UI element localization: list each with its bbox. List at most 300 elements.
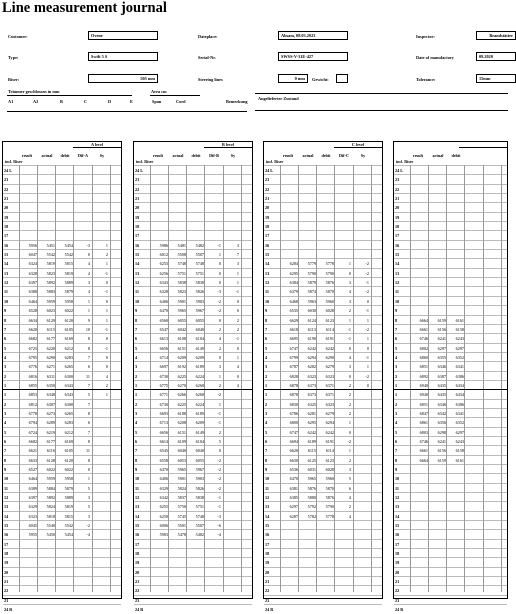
cell-value[interactable]: 1 xyxy=(236,270,239,276)
cell-value[interactable]: 6109 xyxy=(177,438,186,444)
cell-value[interactable]: 6242 xyxy=(325,429,334,435)
cell-value[interactable]: 0 xyxy=(218,261,221,267)
cell-value[interactable]: 1 xyxy=(218,252,221,258)
cell-value[interactable]: 6778 xyxy=(28,410,37,416)
cell-value[interactable]: 5748 xyxy=(195,513,204,519)
cell-value[interactable]: -2 xyxy=(217,298,221,304)
cell-value[interactable]: 6104 xyxy=(195,336,204,342)
cell-value[interactable]: 0 xyxy=(105,280,108,286)
manufactory-field[interactable]: 09.2020 xyxy=(476,52,516,61)
riser-field[interactable]: 505 mm xyxy=(88,74,158,83)
cell-value[interactable]: 6191 xyxy=(325,438,334,444)
cell-value[interactable]: 5876 xyxy=(325,280,334,286)
cell-value[interactable]: 6224 xyxy=(195,401,204,407)
cell-value[interactable]: 5826 xyxy=(195,485,204,491)
cell-value[interactable]: 6386 xyxy=(455,401,464,407)
cell-value[interactable]: 6300 xyxy=(64,373,73,379)
cell-value[interactable]: 6242 xyxy=(307,345,316,351)
cell-value[interactable]: 6323 xyxy=(307,373,316,379)
cell-value[interactable]: 6120 xyxy=(64,317,73,323)
cell-value[interactable]: 6527 xyxy=(28,467,37,472)
cell-value[interactable]: 5745 xyxy=(177,513,186,519)
cell-value[interactable]: 6794 xyxy=(28,420,37,426)
cell-value[interactable]: 6055 xyxy=(195,457,204,463)
cell-value[interactable]: 5819 xyxy=(64,504,73,510)
cell-value[interactable]: 6250 xyxy=(159,513,168,519)
cell-value[interactable]: 6434 xyxy=(455,392,464,398)
cell-value[interactable]: 6697 xyxy=(159,364,168,370)
cell-value[interactable]: 5790 xyxy=(307,270,316,276)
cell-value[interactable]: 6159 xyxy=(437,317,446,323)
cell-value[interactable]: 6323 xyxy=(325,373,334,379)
cell-value[interactable]: 4 xyxy=(87,289,90,295)
cell-value[interactable]: 6324 xyxy=(28,261,37,267)
cell-value[interactable]: 6212 xyxy=(64,345,73,351)
cell-value[interactable]: 6190 xyxy=(307,336,316,342)
cell-value[interactable]: 6371 xyxy=(325,392,334,398)
cell-value[interactable]: 6045 xyxy=(28,523,37,529)
cell-value[interactable]: 6129 xyxy=(46,317,55,323)
cell-value[interactable]: 0 xyxy=(236,345,239,351)
cell-value[interactable]: 6253 xyxy=(159,261,168,267)
cell-value[interactable]: 5965 xyxy=(307,476,316,482)
cell-value[interactable]: 6629 xyxy=(289,317,298,323)
cell-value[interactable]: 6270 xyxy=(177,382,186,388)
cell-value[interactable]: 5540 xyxy=(46,523,55,529)
cell-value[interactable]: 6294 xyxy=(325,420,334,426)
cell-value[interactable]: 6255 xyxy=(159,504,168,510)
cell-value[interactable]: 3 xyxy=(348,467,351,472)
cell-value[interactable]: 3 xyxy=(87,280,90,286)
cell-value[interactable]: 6547 xyxy=(159,326,168,332)
cell-value[interactable]: 4 xyxy=(105,373,108,379)
cell-value[interactable]: 6241 xyxy=(437,438,446,444)
cell-value[interactable]: 6 xyxy=(348,485,351,491)
cell-value[interactable]: 6379 xyxy=(289,289,298,295)
cell-value[interactable]: -1 xyxy=(235,336,239,342)
cell-value[interactable]: 6120 xyxy=(64,457,73,463)
cell-value[interactable]: 1 xyxy=(105,392,108,398)
cell-value[interactable]: 6746 xyxy=(419,438,428,444)
cell-value[interactable]: 1 xyxy=(218,373,221,379)
cell-value[interactable]: 6123 xyxy=(325,457,334,463)
cell-value[interactable]: 6352 xyxy=(455,354,464,360)
cell-value[interactable]: 6022 xyxy=(64,308,73,314)
cell-value[interactable]: 6468 xyxy=(289,298,298,304)
cell-value[interactable]: 6028 xyxy=(325,308,334,314)
cell-value[interactable]: 5823 xyxy=(46,270,55,276)
cell-value[interactable]: 5748 xyxy=(195,261,204,267)
cell-value[interactable]: 6220 xyxy=(46,345,55,351)
cell-value[interactable]: 6725 xyxy=(28,345,37,351)
cell-value[interactable]: 3 xyxy=(87,495,90,501)
cell-value[interactable]: 5959 xyxy=(46,298,55,304)
cell-value[interactable]: 3 xyxy=(87,513,90,519)
cell-value[interactable]: 6830 xyxy=(289,401,298,407)
cell-value[interactable]: 6040 xyxy=(195,326,204,332)
cell-value[interactable]: 6297 xyxy=(455,429,464,435)
cell-value[interactable]: 0 xyxy=(236,298,239,304)
cell-value[interactable]: 6271 xyxy=(46,364,55,370)
cell-value[interactable]: 5542 xyxy=(46,252,55,258)
cell-value[interactable]: -3 xyxy=(86,242,90,248)
dateplace-field[interactable]: Absam, 08.03.2023 xyxy=(278,31,348,40)
cell-value[interactable]: 5903 xyxy=(195,298,204,304)
cell-value[interactable]: 6775 xyxy=(159,382,168,388)
cell-value[interactable]: 5959 xyxy=(46,476,55,482)
cell-value[interactable]: 5903 xyxy=(195,476,204,482)
cell-value[interactable]: 5883 xyxy=(46,289,55,295)
cell-value[interactable]: 6208 xyxy=(177,420,186,426)
cell-value[interactable]: 4 xyxy=(87,261,90,267)
cell-value[interactable]: -2 xyxy=(365,326,369,332)
cell-value[interactable]: 6116 xyxy=(46,448,55,454)
cell-value[interactable]: 5876 xyxy=(307,485,316,491)
cell-value[interactable]: -1 xyxy=(104,345,108,351)
cell-value[interactable]: 6040 xyxy=(195,448,204,454)
cell-value[interactable]: -2 xyxy=(86,523,90,529)
cell-value[interactable]: -6 xyxy=(217,523,221,529)
cell-value[interactable]: 6558 xyxy=(159,457,168,463)
cell-value[interactable]: 6287 xyxy=(289,513,298,519)
inspector-field[interactable]: Brandstätter xyxy=(476,31,516,40)
cell-value[interactable]: 0 xyxy=(366,298,369,304)
cell-value[interactable]: 6 xyxy=(87,420,90,426)
cell-value[interactable]: -1 xyxy=(217,420,221,426)
cell-value[interactable]: 6355 xyxy=(437,354,446,360)
cell-value[interactable]: 0 xyxy=(218,354,221,360)
cell-value[interactable]: 5481 xyxy=(177,242,186,248)
cell-value[interactable]: 5 xyxy=(218,438,221,444)
cell-value[interactable]: 5790 xyxy=(325,270,334,276)
cell-value[interactable]: 0 xyxy=(105,354,108,360)
cell-value[interactable]: 6388 xyxy=(28,289,37,295)
cell-value[interactable]: 6323 xyxy=(325,401,334,407)
cell-value[interactable]: -1 xyxy=(104,270,108,276)
cell-value[interactable]: 6387 xyxy=(437,373,446,379)
cell-value[interactable]: 1 xyxy=(366,317,369,323)
cell-value[interactable]: 6124 xyxy=(307,317,316,323)
cell-value[interactable]: 5901 xyxy=(177,476,186,482)
cell-value[interactable]: 6284 xyxy=(289,261,298,267)
cell-value[interactable]: 2 xyxy=(236,317,239,323)
cell-value[interactable]: 5750 xyxy=(177,504,186,510)
cell-value[interactable]: 6795 xyxy=(28,354,37,360)
cell-value[interactable]: 0 xyxy=(236,308,239,314)
cell-value[interactable]: 7 xyxy=(236,252,239,258)
cell-value[interactable]: 8 xyxy=(87,345,90,351)
cell-value[interactable]: 6295 xyxy=(307,420,316,426)
cell-value[interactable]: 0 xyxy=(105,336,108,342)
cell-value[interactable]: 5838 xyxy=(195,495,204,501)
cell-value[interactable]: 6630 xyxy=(289,457,298,463)
cell-value[interactable]: 5818 xyxy=(46,513,55,519)
cell-value[interactable]: 1 xyxy=(236,280,239,286)
cell-value[interactable]: 5501 xyxy=(177,523,186,529)
customer-field[interactable]: Ovene xyxy=(88,31,158,40)
cell-value[interactable]: 6389 xyxy=(28,485,37,491)
cell-value[interactable]: -2 xyxy=(365,373,369,379)
cell-value[interactable]: 5819 xyxy=(46,261,55,267)
cell-value[interactable]: 0 xyxy=(105,364,108,370)
cell-value[interactable]: 6297 xyxy=(289,504,298,510)
cell-value[interactable]: 5451 xyxy=(46,242,55,248)
cell-value[interactable]: 5958 xyxy=(64,298,73,304)
cell-value[interactable]: 5751 xyxy=(195,504,204,510)
cell-value[interactable]: 6307 xyxy=(46,401,55,407)
cell-value[interactable]: 8 xyxy=(87,457,90,463)
cell-value[interactable]: 6802 xyxy=(419,345,428,351)
cell-value[interactable]: -2 xyxy=(347,438,351,444)
cell-value[interactable]: 0 xyxy=(348,270,351,276)
cell-value[interactable]: 6189 xyxy=(307,438,316,444)
cell-value[interactable]: 6633 xyxy=(28,457,37,463)
cell-value[interactable]: 5880 xyxy=(307,495,316,501)
cell-value[interactable]: 6892 xyxy=(419,373,428,379)
cell-value[interactable]: -4 xyxy=(217,532,221,538)
cell-value[interactable]: -2 xyxy=(217,467,221,472)
cell-value[interactable]: 6343 xyxy=(159,280,168,286)
cell-value[interactable]: 6878 xyxy=(289,382,298,388)
cell-value[interactable]: 6470 xyxy=(289,476,298,482)
cell-value[interactable]: 7 xyxy=(87,401,90,407)
cell-value[interactable]: 5782 xyxy=(307,513,316,519)
cell-value[interactable]: 6149 xyxy=(195,345,204,351)
cell-value[interactable]: 1 xyxy=(105,308,108,314)
cell-value[interactable]: 6055 xyxy=(195,317,204,323)
cell-value[interactable]: 6191 xyxy=(325,336,334,342)
cell-value[interactable]: 5967 xyxy=(195,467,204,472)
cell-value[interactable]: 5450 xyxy=(46,532,55,538)
cell-value[interactable]: 5965 xyxy=(177,308,186,314)
cell-value[interactable]: 2 xyxy=(105,252,108,258)
cell-value[interactable]: 6298 xyxy=(437,429,446,435)
cell-value[interactable]: -3 xyxy=(217,513,221,519)
cell-value[interactable]: -2 xyxy=(217,392,221,398)
cell-value[interactable]: 6282 xyxy=(307,364,316,370)
cell-value[interactable]: 4 xyxy=(348,495,351,501)
cell-value[interactable]: 6224 xyxy=(195,373,204,379)
cell-value[interactable]: 1 xyxy=(348,261,351,267)
cell-value[interactable]: 5507 xyxy=(195,523,204,529)
cell-value[interactable]: 4 xyxy=(218,336,221,342)
cell-value[interactable]: 6189 xyxy=(195,410,204,416)
cell-value[interactable]: 6694 xyxy=(289,438,298,444)
cell-value[interactable]: 6115 xyxy=(307,448,316,454)
cell-value[interactable]: 0 xyxy=(366,382,369,388)
cell-value[interactable]: 6664 xyxy=(419,317,428,323)
cell-value[interactable]: -1 xyxy=(104,289,108,295)
cell-value[interactable]: 6114 xyxy=(325,448,334,454)
cell-value[interactable]: 6279 xyxy=(325,364,334,370)
cell-value[interactable]: 5482 xyxy=(195,532,204,538)
cell-value[interactable]: 3 xyxy=(218,364,221,370)
cell-value[interactable]: 5986 xyxy=(159,242,168,248)
cell-value[interactable]: -1 xyxy=(217,495,221,501)
cell-value[interactable]: 3 xyxy=(236,261,239,267)
cell-value[interactable]: 6464 xyxy=(28,476,37,482)
cell-value[interactable]: 6656 xyxy=(159,429,168,435)
cell-value[interactable]: 5778 xyxy=(325,513,334,519)
cell-value[interactable]: 1 xyxy=(105,317,108,323)
cell-value[interactable]: 4 xyxy=(236,364,239,370)
cell-value[interactable]: 0 xyxy=(218,317,221,323)
cell-value[interactable]: -4 xyxy=(86,532,90,538)
cell-value[interactable]: 6265 xyxy=(64,364,73,370)
cell-value[interactable]: 5879 xyxy=(64,289,73,295)
cell-value[interactable]: 6023 xyxy=(46,308,55,314)
cell-value[interactable]: 6878 xyxy=(289,392,298,398)
cell-value[interactable]: 6128 xyxy=(46,457,55,463)
cell-value[interactable]: 6328 xyxy=(159,289,168,295)
cell-value[interactable]: 2 xyxy=(348,308,351,314)
cell-value[interactable]: 6169 xyxy=(64,336,73,342)
cell-value[interactable]: 6348 xyxy=(46,392,55,398)
cell-value[interactable]: 5892 xyxy=(46,495,55,501)
cell-value[interactable]: 6352 xyxy=(455,420,464,426)
cell-value[interactable]: 6149 xyxy=(195,429,204,435)
cell-value[interactable]: 6851 xyxy=(419,364,428,370)
cell-value[interactable]: 6730 xyxy=(159,373,168,379)
cell-value[interactable]: 6158 xyxy=(455,448,464,454)
cell-value[interactable]: 5838 xyxy=(177,280,186,286)
cell-value[interactable]: 0 xyxy=(87,252,90,258)
cell-value[interactable]: 6123 xyxy=(325,317,334,323)
cell-value[interactable]: 10 xyxy=(85,326,90,332)
cell-value[interactable]: -1 xyxy=(365,354,369,360)
cell-value[interactable]: 6386 xyxy=(455,373,464,379)
cell-value[interactable]: 6613 xyxy=(159,336,168,342)
cell-value[interactable]: 6341 xyxy=(455,364,464,370)
cell-value[interactable]: 1 xyxy=(348,420,351,426)
cell-value[interactable]: 6621 xyxy=(28,448,37,454)
cell-value[interactable]: 1 xyxy=(105,242,108,248)
cell-value[interactable]: 6618 xyxy=(289,326,298,332)
cell-value[interactable]: 6242 xyxy=(307,429,316,435)
cell-value[interactable]: 5889 xyxy=(64,495,73,501)
cell-value[interactable]: 6156 xyxy=(437,326,446,332)
cell-value[interactable]: 6209 xyxy=(195,420,204,426)
cell-value[interactable]: 6860 xyxy=(419,354,428,360)
cell-value[interactable]: 6243 xyxy=(455,438,464,444)
cell-value[interactable]: 2 xyxy=(348,382,351,388)
cell-value[interactable]: 6847 xyxy=(419,410,428,416)
cell-value[interactable]: -1 xyxy=(217,242,221,248)
cell-value[interactable]: 6371 xyxy=(325,382,334,388)
cell-value[interactable]: 6047 xyxy=(28,252,37,258)
cell-value[interactable]: 6281 xyxy=(307,410,316,416)
cell-value[interactable]: 6799 xyxy=(289,354,298,360)
cell-value[interactable]: 6323 xyxy=(28,513,37,519)
cell-value[interactable]: 1 xyxy=(87,298,90,304)
cell-value[interactable]: 4 xyxy=(87,270,90,276)
cell-value[interactable]: 5790 xyxy=(325,504,334,510)
cell-value[interactable]: 6283 xyxy=(64,420,73,426)
cell-value[interactable]: 6161 xyxy=(455,317,464,323)
cell-value[interactable]: 6104 xyxy=(195,438,204,444)
cell-value[interactable]: 6435 xyxy=(437,392,446,398)
cell-value[interactable]: 6747 xyxy=(289,345,298,351)
cell-value[interactable]: 5778 xyxy=(325,261,334,267)
cell-value[interactable]: 6373 xyxy=(307,382,316,388)
cell-value[interactable]: 6634 xyxy=(28,317,37,323)
cell-value[interactable]: 6724 xyxy=(28,429,37,435)
cell-value[interactable]: 6012 xyxy=(159,252,168,258)
cell-value[interactable]: 5876 xyxy=(325,495,334,501)
cell-value[interactable]: 5792 xyxy=(307,504,316,510)
cell-value[interactable]: 6343 xyxy=(64,382,73,388)
cell-value[interactable]: 5751 xyxy=(195,270,204,276)
cell-value[interactable]: 6159 xyxy=(437,457,446,463)
weight-field[interactable] xyxy=(336,74,348,83)
cell-value[interactable]: 5965 xyxy=(177,467,186,472)
cell-value[interactable]: 5826 xyxy=(195,289,204,295)
cell-value[interactable]: 6664 xyxy=(419,457,428,463)
cell-value[interactable]: -1 xyxy=(365,308,369,314)
cell-value[interactable]: 6940 xyxy=(419,382,428,388)
cell-value[interactable]: 2 xyxy=(348,410,351,416)
cell-value[interactable]: 6242 xyxy=(325,345,334,351)
cell-value[interactable]: 1 xyxy=(348,448,351,454)
cell-value[interactable]: 5956 xyxy=(28,242,37,248)
cell-value[interactable]: 6113 xyxy=(307,326,316,332)
cell-value[interactable]: 6661 xyxy=(419,326,428,332)
cell-value[interactable]: 5958 xyxy=(64,476,73,482)
cell-value[interactable]: 6108 xyxy=(177,336,186,342)
cell-value[interactable]: 4 xyxy=(348,289,351,295)
cell-value[interactable]: 6470 xyxy=(159,467,168,472)
cell-value[interactable]: -1 xyxy=(347,326,351,332)
cell-value[interactable]: 6256 xyxy=(159,270,168,276)
cell-value[interactable]: -2 xyxy=(217,476,221,482)
cell-value[interactable]: 5 xyxy=(87,392,90,398)
cell-value[interactable]: 6329 xyxy=(159,485,168,491)
cell-value[interactable]: 6406 xyxy=(159,476,168,482)
cell-value[interactable]: 6656 xyxy=(159,345,168,351)
cell-value[interactable]: 6294 xyxy=(307,354,316,360)
cell-value[interactable]: 6268 xyxy=(195,392,204,398)
cell-value[interactable]: 6177 xyxy=(46,336,55,342)
cell-value[interactable]: 6620 xyxy=(28,326,37,332)
cell-value[interactable]: 0 xyxy=(348,373,351,379)
cell-value[interactable]: 6022 xyxy=(64,467,73,472)
cell-value[interactable]: 6714 xyxy=(159,354,168,360)
cell-value[interactable]: 6682 xyxy=(28,438,37,444)
cell-value[interactable]: 6713 xyxy=(159,420,168,426)
cell-value[interactable]: 5454 xyxy=(64,242,73,248)
cell-value[interactable]: 2 xyxy=(218,382,221,388)
cell-value[interactable]: 6279 xyxy=(325,410,334,416)
cell-value[interactable]: 6851 xyxy=(419,401,428,407)
cell-value[interactable]: 6290 xyxy=(325,354,334,360)
cell-value[interactable]: 2 xyxy=(348,504,351,510)
cell-value[interactable]: 6225 xyxy=(177,401,186,407)
cell-value[interactable]: 5542 xyxy=(64,252,73,258)
cell-value[interactable]: 5542 xyxy=(64,523,73,529)
cell-value[interactable]: 6661 xyxy=(419,448,428,454)
cell-value[interactable]: 6373 xyxy=(307,392,316,398)
cell-value[interactable]: 6289 xyxy=(46,420,55,426)
cell-value[interactable]: 6212 xyxy=(64,429,73,435)
cell-value[interactable]: 6329 xyxy=(28,504,37,510)
cell-value[interactable]: 5960 xyxy=(325,298,334,304)
cell-value[interactable]: 5967 xyxy=(195,308,204,314)
cell-value[interactable]: 6053 xyxy=(177,457,186,463)
cell-value[interactable]: 6341 xyxy=(455,410,464,416)
cell-value[interactable]: 3 xyxy=(348,298,351,304)
cell-value[interactable]: 2 xyxy=(348,457,351,463)
cell-value[interactable]: 6343 xyxy=(64,392,73,398)
